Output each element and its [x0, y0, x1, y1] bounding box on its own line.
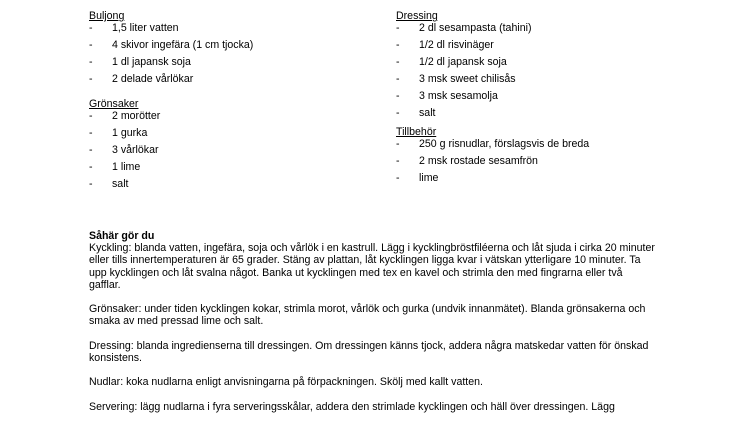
list-item: - 1 lime [89, 161, 141, 173]
buljong-heading: Buljong [89, 10, 125, 22]
list-item: - 3 msk sesamolja [396, 90, 498, 102]
gronsaker-list [89, 110, 379, 195]
list-item: - salt [89, 178, 129, 190]
tillbehor-heading: Tillbehör [396, 126, 437, 138]
list-item: - 2 msk rostade sesamfrön [396, 155, 538, 167]
list-item: - 1,5 liter vatten [89, 22, 179, 34]
gronsaker-heading: Grönsaker [89, 98, 139, 110]
list-item: - 1/2 dl japansk soja [396, 56, 507, 68]
right-column [396, 10, 696, 189]
left-column [89, 10, 379, 195]
list-item: - 2 morötter [89, 110, 161, 122]
list-item: - 1 gurka [89, 127, 148, 139]
instruction-paragraph-gronsaker: Grönsaker: under tiden kycklingen kokar, strimla morot, vårlök och gurka (undvik innanmätet). Blanda grönsakerna och smaka av med pressad lime och salt. [89, 303, 646, 328]
dressing-heading: Dressing [396, 10, 438, 22]
dressing-list [396, 22, 696, 124]
instruction-paragraph-nudlar: Nudlar: koka nudlarna enligt anvisningarna på förpackningen. Skölj med kallt vatten. [89, 376, 483, 389]
instruction-paragraph-servering: Servering: lägg nudlarna i fyra serveringsskålar, addera den strimlade kycklingen och häll över dressingen. Lägg [89, 400, 615, 413]
list-item: - 2 dl sesampasta (tahini) [396, 22, 532, 34]
instructions-section [89, 230, 655, 425]
list-item: - 1/2 dl risvinäger [396, 39, 494, 51]
tillbehor-list [396, 138, 696, 189]
instruction-paragraph-kyckling: Kyckling: blanda vatten, ingefära, soja och vårlök i en kastrull. Lägg i kycklingbröstfiléerna och låt sjuda i cirka 20 minuter eller tills innertemperaturen är 65 grader. Stäng av plattan, låt kycklingen ligga kvar i vätskan ytterligare 10 minuter. Ta upp kycklingen och låt svalna något. Banka ut kycklingen med tex en kavel och strimla den med fingrarna eller två gafflar. [89, 242, 655, 291]
instruction-paragraph-dressing: Dressing: blanda ingredienserna till dressingen. Om dressingen känns tjock, addera några matskedar vatten för önskad konsistens. [89, 339, 649, 364]
list-item: - 1 dl japansk soja [89, 56, 191, 68]
buljong-list [89, 22, 379, 90]
list-item: - lime [396, 172, 439, 184]
list-item: - 3 msk sweet chilisås [396, 73, 516, 85]
list-item: - 4 skivor ingefära (1 cm tjocka) [89, 39, 254, 51]
list-item: - salt [396, 107, 436, 119]
list-item: - 250 g risnudlar, förslagsvis de breda [396, 138, 590, 150]
list-item: - 2 delade vårlökar [89, 73, 194, 85]
list-item: - 3 vårlökar [89, 144, 159, 156]
instructions-title: Såhär gör du [89, 230, 155, 242]
